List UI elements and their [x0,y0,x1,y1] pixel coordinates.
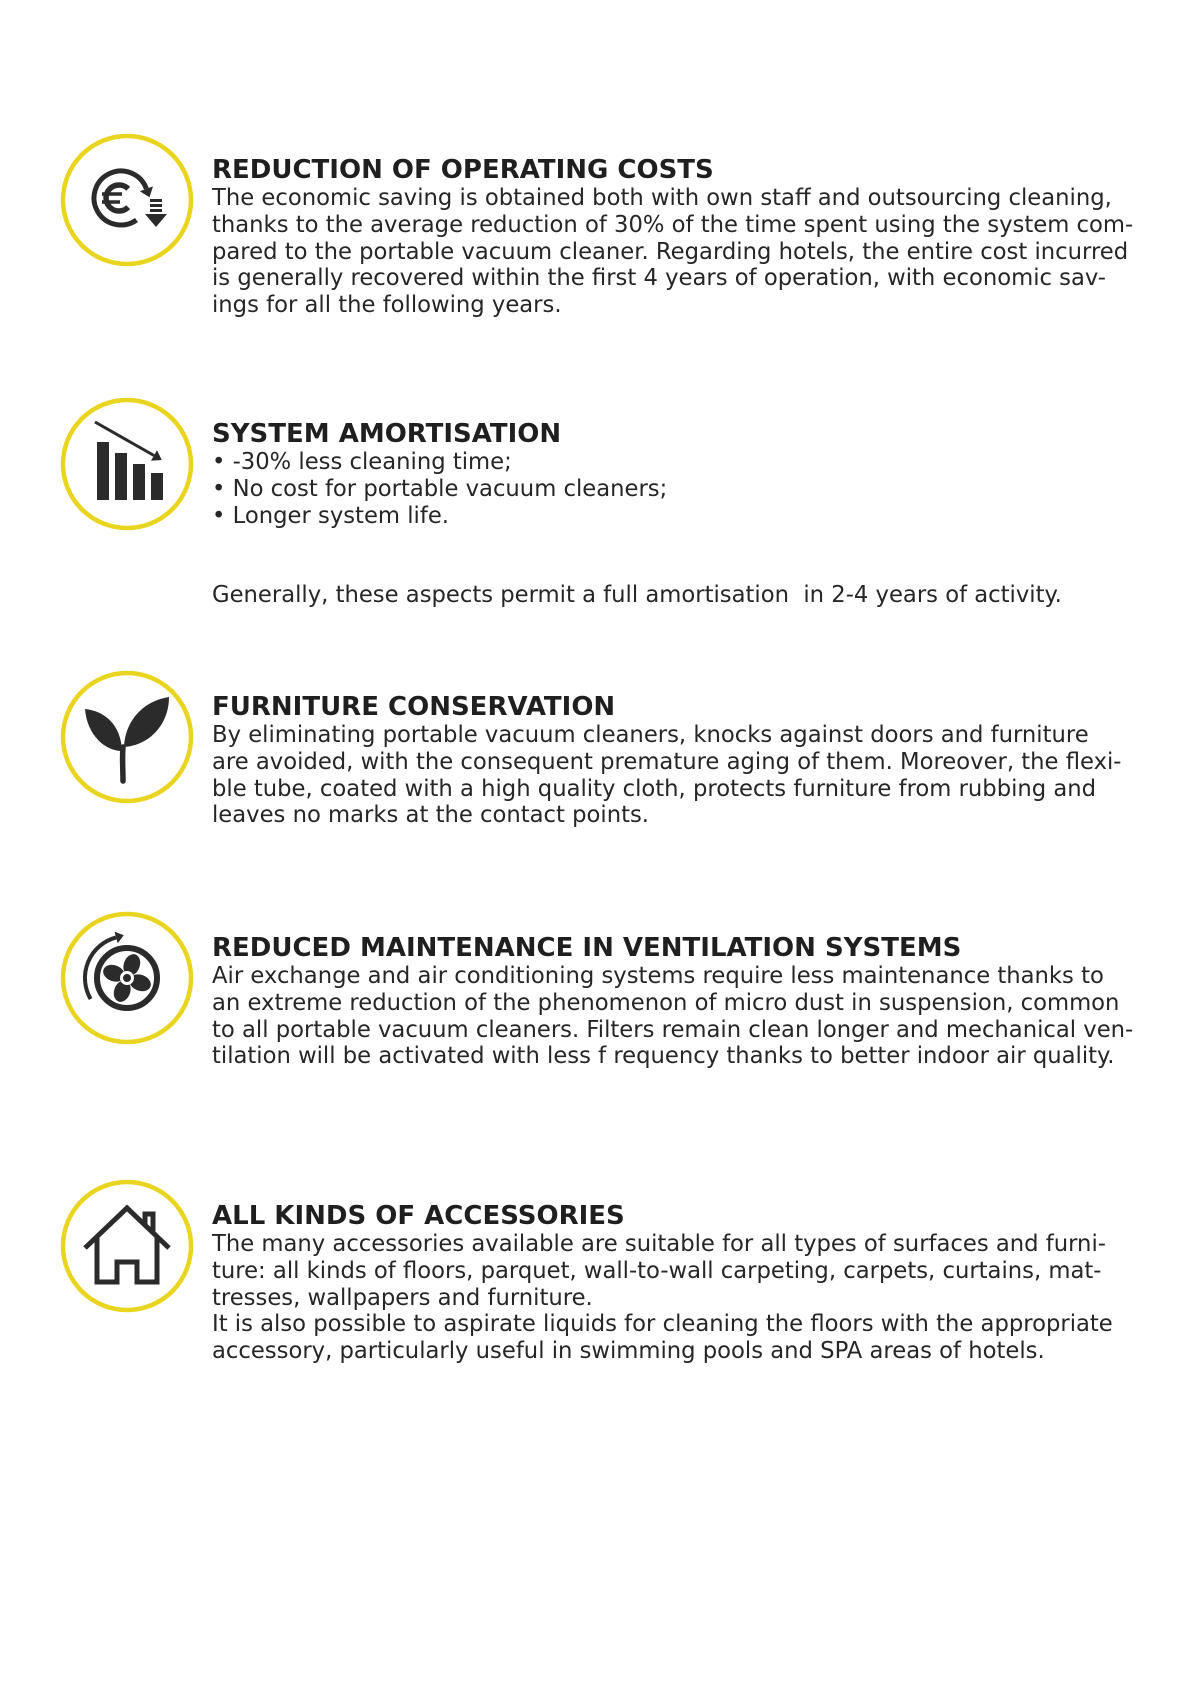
feature-ventilation-maintenance [0,933,1193,1070]
section-title: SYSTEM AMORTISATION [212,419,562,449]
section-title: REDUCTION OF OPERATING COSTS [212,155,714,185]
body-line: pared to the portable vacuum cleaner. Regarding hotels, the entire cost incurred [212,238,1129,265]
body-line: tilation will be activated with less f requency thanks to better indoor air quality. [212,1043,1115,1070]
icon-badge [59,132,195,268]
section-title: FURNITURE CONSERVATION [212,692,616,722]
ventilation-fan-icon [59,910,195,1046]
body-line: is generally recovered within the first 4 years of operation, with economic sav- [212,265,1106,292]
body-line: ble tube, coated with a high quality cloth, protects furniture from rubbing and [212,775,1097,802]
body-line: an extreme reduction of the phenomenon of micro dust in suspension, common [212,989,1120,1016]
feature-operating-costs [0,155,1193,319]
declining-bar-chart-icon [59,396,195,532]
body-line: thanks to the average reduction of 30% of the time spent using the system com- [212,211,1134,238]
section-title: ALL KINDS OF ACCESSORIES [212,1201,625,1231]
section-title: REDUCED MAINTENANCE IN VENTILATION SYSTEMS [212,933,962,963]
body-line: Air exchange and air conditioning systems require less maintenance thanks to [212,963,1104,989]
feature-furniture-conservation [0,692,1193,829]
feature-accessories [0,1201,1193,1365]
euro-savings-icon [59,132,195,268]
icon-badge [59,669,195,805]
body-line: accessory, particularly useful in swimming pools and SPA areas of hotels. [212,1338,1045,1365]
feature-text [212,420,1062,609]
body-line: The many accessories available are suitable for all types of surfaces and furni- [212,1231,1106,1257]
bullet-item: • No cost for portable vacuum cleaners; [212,475,668,502]
feature-text [212,156,1133,319]
feature-text [212,934,1133,1070]
body-line: It is also possible to aspirate liquids for cleaning the floors with the appropriate [212,1311,1113,1338]
body-line: The economic saving is obtained both with own staff and outsourcing cleaning, [212,185,1112,211]
body-line: are avoided, with the consequent premature aging of them. Moreover, the flexi- [212,748,1122,775]
feature-text [212,693,1122,829]
feature-text [212,1202,1113,1365]
body-line: ings for all the following years. [212,292,562,319]
amortisation-note: Generally, these aspects permit a full amortisation in 2-4 years of activity. [212,582,1062,609]
body-line: tresses, wallpapers and furniture. [212,1284,593,1311]
plant-sprout-icon [59,669,195,805]
house-icon [59,1178,195,1314]
icon-badge [59,910,195,1046]
bullet-item: • Longer system life. [212,502,449,529]
icon-badge [59,1178,195,1314]
body-line: to all portable vacuum cleaners. Filters remain clean longer and mechanical ven- [212,1016,1134,1043]
feature-system-amortisation [0,419,1193,609]
body-line: ture: all kinds of floors, parquet, wall-to-wall carpeting, carpets, curtains, mat- [212,1257,1102,1284]
body-line: leaves no marks at the contact points. [212,802,650,829]
body-line: By eliminating portable vacuum cleaners, knocks against doors and furniture [212,722,1089,748]
bullet-item: • -30% less cleaning time; [212,449,512,475]
icon-badge [59,396,195,532]
